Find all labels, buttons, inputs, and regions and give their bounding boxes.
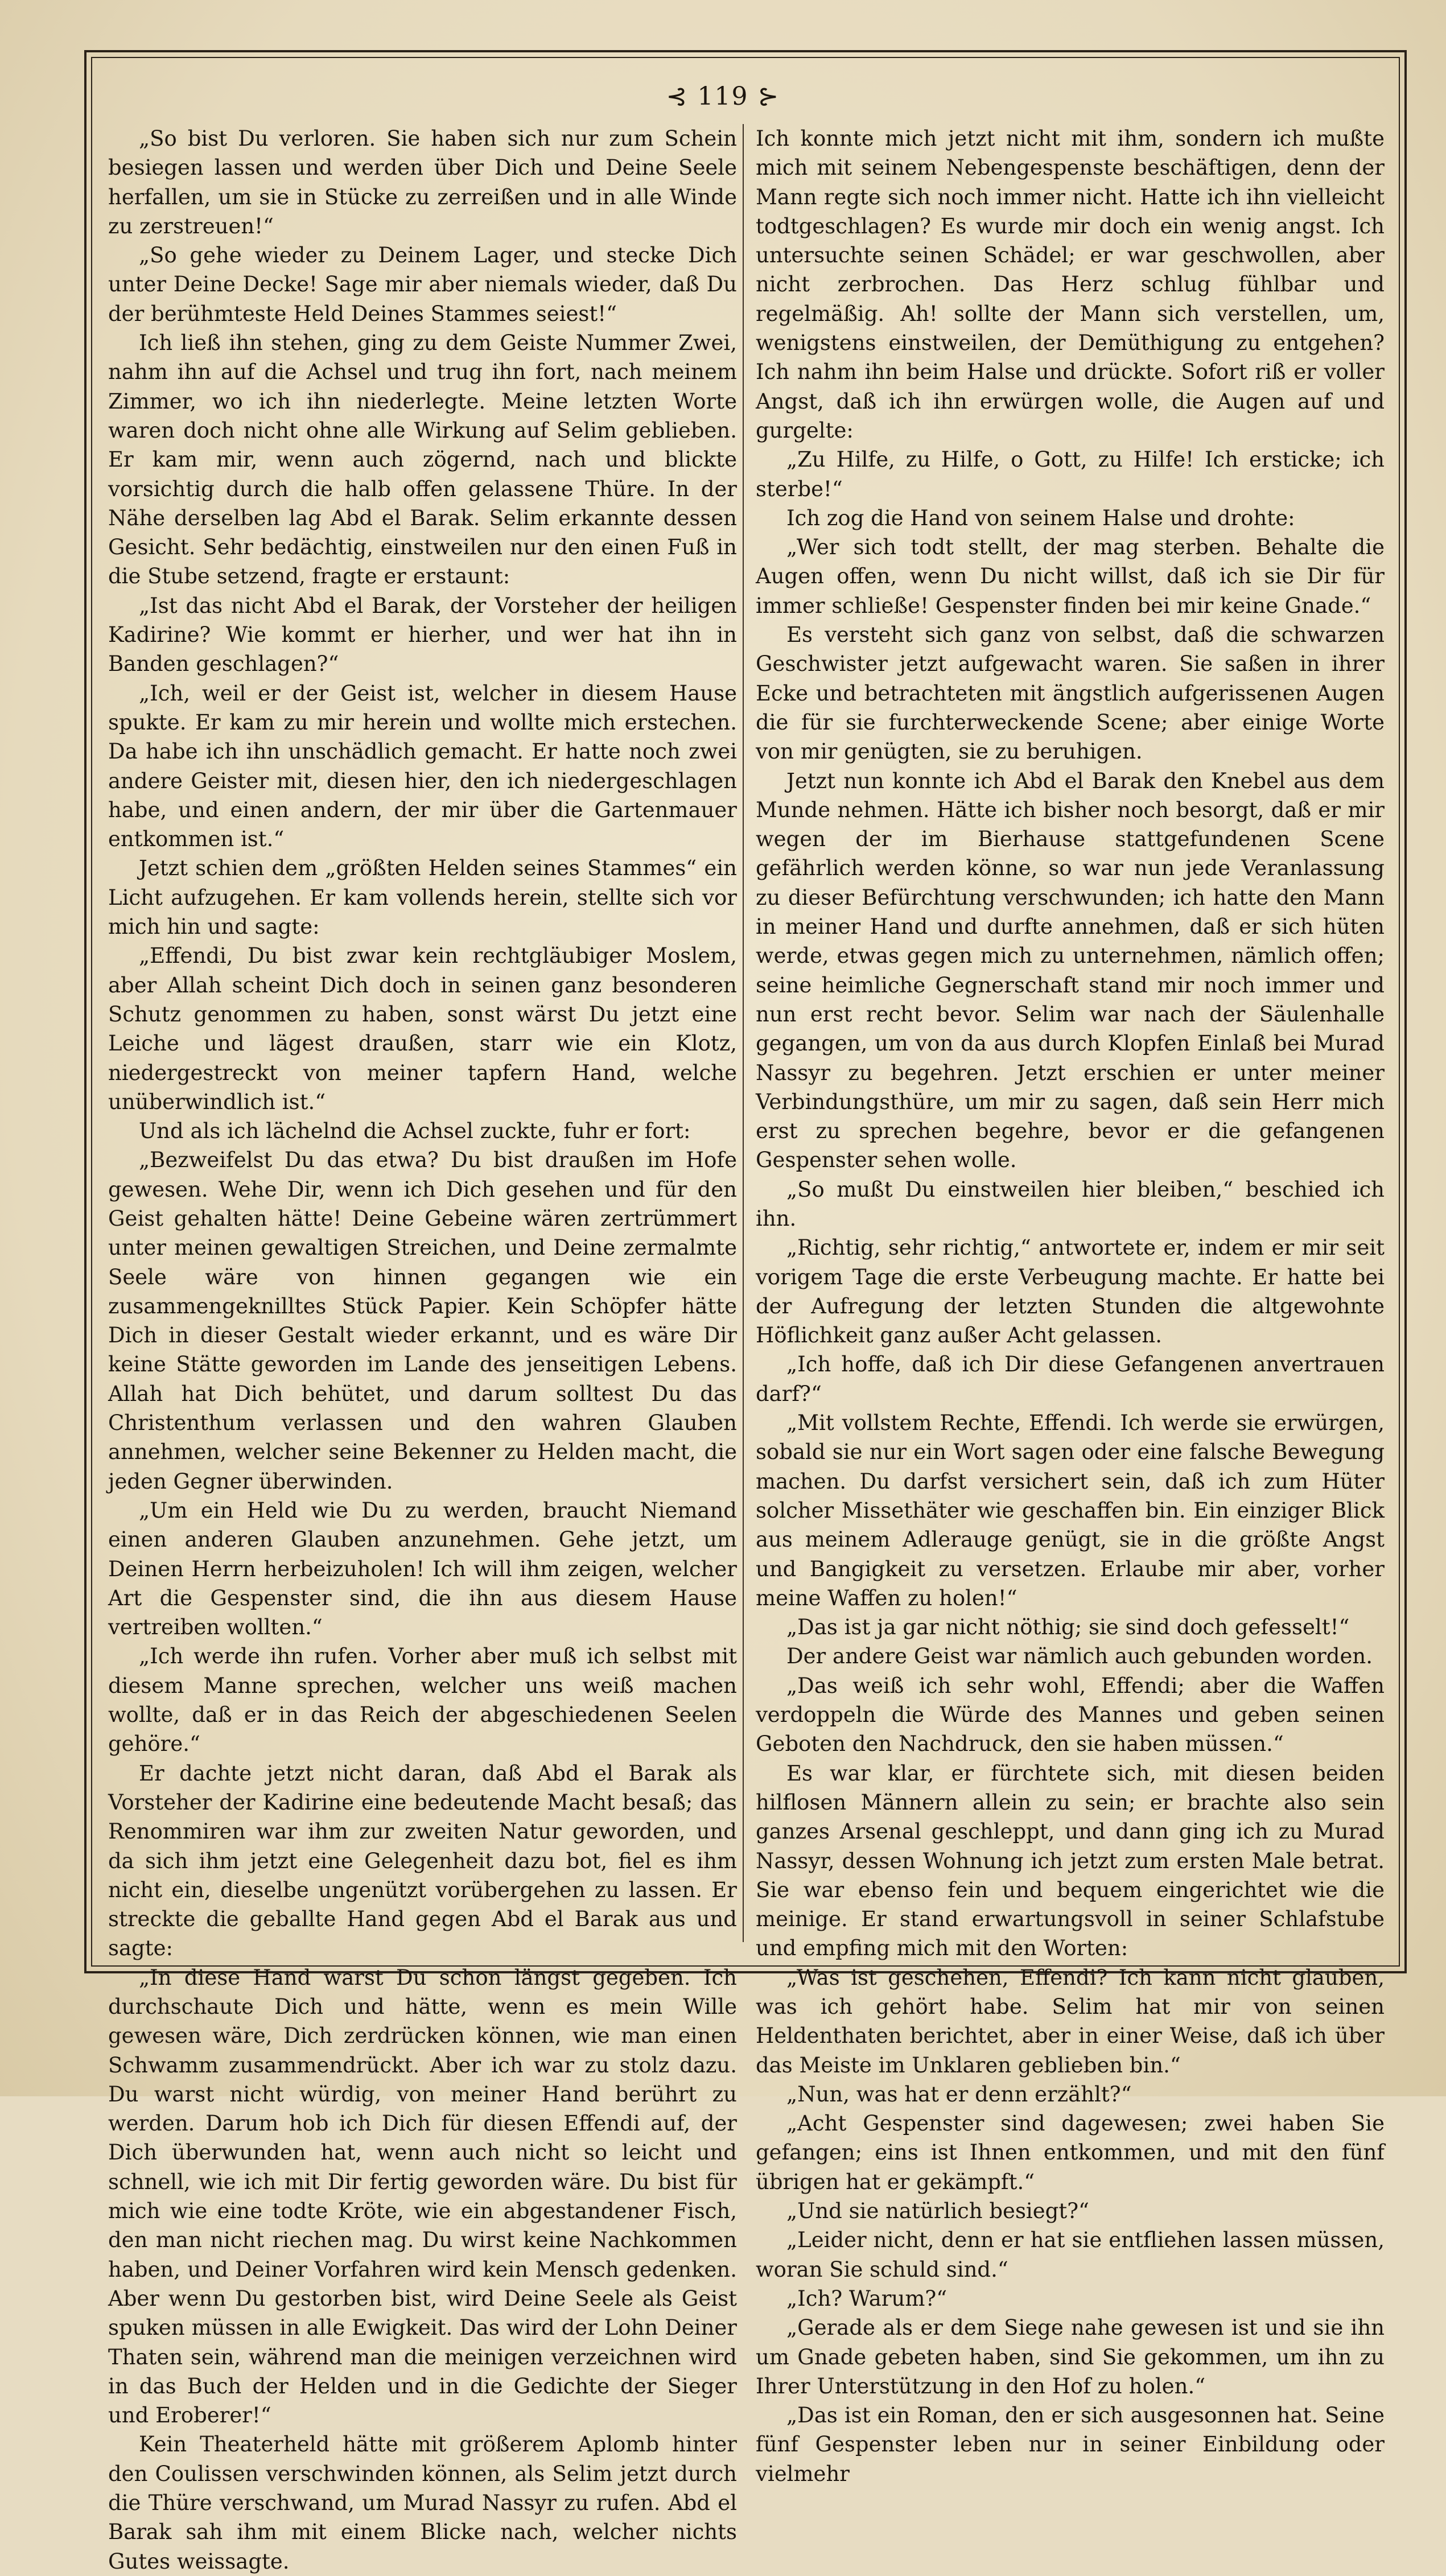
- paragraph: Jetzt schien dem „größten Helden seines Stammes“ ein Licht aufzugehen. Er kam vollends herein, stellte sich vor mich hin und sagte:: [108, 856, 737, 939]
- paragraph: „So bist Du verloren. Sie haben sich nur zum Schein besiegen lassen und werden über Dich und Deine Seele herfallen, um sie in Stücke zu zerreißen und in alle Winde zu zerstreuen!“: [108, 126, 737, 238]
- paragraph: „Acht Gespenster sind dagewesen; zwei haben Sie gefangen; eins ist Ihnen entkommen, und mit den fünf übrigen hat er gekämpft.“: [756, 2111, 1385, 2194]
- left-text-column: [108, 124, 737, 2574]
- paragraph: „Zu Hilfe, zu Hilfe, o Gott, zu Hilfe! Ich ersticke; ich sterbe!“: [756, 447, 1385, 501]
- paragraph: „Leider nicht, denn er hat sie entfliehen lassen müssen, woran Sie schuld sind.“: [756, 2228, 1385, 2282]
- paragraph: „Und sie natürlich besiegt?“: [786, 2199, 1089, 2224]
- paragraph: „Das ist ja gar nicht nöthig; sie sind doch gefesselt!“: [786, 1615, 1350, 1640]
- paragraph: Er dachte jetzt nicht daran, daß Abd el Barak als Vorsteher der Kadirine eine bedeutende Macht besaß; das Renommiren war ihm zur zweiten Natur geworden, und da sich ihm jetzt eine Gelegenheit dazu bot, fiel es ihm nicht ein, dieselbe ungenützt vorübergehen zu lassen. Er streckte die geballte Hand gegen Abd el Barak aus und sagte:: [108, 1761, 737, 1961]
- paragraph: Es war klar, er fürchtete sich, mit diesen beiden hilflosen Männern allein zu sein; er brachte also sein ganzes Arsenal geschleppt, und dann ging ich zu Murad Nassyr, dessen Wohnung ich jetzt zum ersten Male betrat. Sie war ebenso fein und bequem eingerichtet wie die meinige. Er stand erwartungsvoll in seiner Schlafstube und empfing mich mit den Worten:: [756, 1761, 1385, 1961]
- paragraph: Jetzt nun konnte ich Abd el Barak den Knebel aus dem Munde nehmen. Hätte ich bisher noch besorgt, daß er mir wegen der im Bierhause stattgefundenen Scene gefährlich werden könne, so war nun jede Veranlassung zu dieser Befürchtung verschwunden; ich hatte den Mann in meiner Hand und durfte annehmen, daß er sich hüten werde, etwas gegen mich zu unternehmen, nämlich offen; seine heimliche Gegnerschaft stand mir noch immer und nun erst recht bevor. Selim war nach der Säulenhalle gegangen, um von da aus durch Klopfen Einlaß bei Murad Nassyr zu begehren. Jetzt erschien er unter meiner Verbindungsthüre, um mir zu sagen, daß sein Herr mich erst zu sprechen begehre, bevor er die gefangenen Gespenster sehen wolle.: [756, 768, 1385, 1173]
- paragraph: „Ist das nicht Abd el Barak, der Vorsteher der heiligen Kadirine? Wie kommt er hierher, und wer hat ihn in Banden geschlagen?“: [108, 593, 737, 677]
- paragraph: „Was ist geschehen, Effendi? Ich kann nicht glauben, was ich gehört habe. Selim hat mir von seinen Heldenthaten berichtet, aber in einer Weise, daß ich über das Meiste im Unklaren geblieben bin.“: [756, 1965, 1385, 2078]
- paragraph: „Ich? Warum?“: [786, 2286, 947, 2311]
- paragraph: „Ich hoffe, daß ich Dir diese Gefangenen anvertrauen darf?“: [756, 1352, 1385, 1406]
- paragraph: Der andere Geist war nämlich auch gebunden worden.: [786, 1644, 1373, 1669]
- paragraph: Ich konnte mich jetzt nicht mit ihm, sondern ich mußte mich mit seinem Nebengespenste beschäftigen, denn der Mann regte sich noch immer nicht. Hatte ich ihn vielleicht todtgeschlagen? Es wurde mir doch ein wenig angst. Ich untersuchte seinen Schädel; er war geschwollen, aber nicht zerbrochen. Das Herz schlug fühlbar und regelmäßig. Ah! sollte der Mann sich verstellen, um, wenigstens einstweilen, der Demüthigung zu entgehen? Ich nahm ihn beim Halse und drückte. Sofort riß er voller Angst, daß ich ihn erwürgen wolle, die Augen auf und gurgelte:: [756, 126, 1385, 443]
- paragraph: „Ich, weil er der Geist ist, welcher in diesem Hause spukte. Er kam zu mir herein und wollte mich erstechen. Da habe ich ihn unschädlich gemacht. Er hatte noch zwei andere Geister mit, diesen hier, den ich niedergeschlagen habe, und einen andern, der mir über die Gartenmauer entkommen ist.“: [108, 681, 737, 852]
- paragraph: Kein Theaterheld hätte mit größerem Aplomb hinter den Coulissen verschwinden können, als Selim jetzt durch die Thüre verschwand, um Murad Nassyr zu rufen. Abd el Barak sah ihm mit einem Blicke nach, welcher nichts Gutes weissagte.: [108, 2432, 737, 2574]
- paragraph: Ich ließ ihn stehen, ging zu dem Geiste Nummer Zwei, nahm ihn auf die Achsel und trug ihn fort, nach meinem Zimmer, wo ich ihn niederlegte. Meine letzten Worte waren doch nicht ohne alle Wirkung auf Selim geblieben. Er kam mir, wenn auch zögernd, nach und blickte vorsichtig durch die halb offen gelassene Thüre. In der Nähe derselben lag Abd el Barak. Selim erkannte dessen Gesicht. Sehr bedächtig, einstweilen nur den einen Fuß in die Stube setzend, fragte er erstaunt:: [108, 331, 737, 589]
- paragraph: „Effendi, Du bist zwar kein rechtgläubiger Moslem, aber Allah scheint Dich doch in seinen ganz besonderen Schutz genommen zu haben, sonst wärst Du jetzt eine Leiche und lägest draußen, starr wie ein Klotz, niedergestreckt von meiner tapfern Hand, welche unüberwindlich ist.“: [108, 943, 737, 1114]
- right-text-column: [756, 124, 1385, 2486]
- paragraph: „Richtig, sehr richtig,“ antwortete er, indem er mir seit vorigem Tage die erste Verbeugung machte. Er hatte bei der Aufregung der letzten Stunden die altgewohnte Höflichkeit ganz außer Acht gelassen.: [756, 1235, 1385, 1348]
- paragraph: „So mußt Du einstweilen hier bleiben,“ beschied ich ihn.: [756, 1177, 1385, 1231]
- paragraph: „Mit vollstem Rechte, Effendi. Ich werde sie erwürgen, sobald sie nur ein Wort sagen oder eine falsche Bewegung machen. Du darfst versichert sein, daß ich zum Hüter solcher Missethäter wie geschaffen bin. Ein einziger Blick aus meinem Adlerauge genügt, sie in die größte Angst und Bangigkeit zu versetzen. Erlaube mir aber, vorher meine Waffen zu holen!“: [756, 1411, 1385, 1610]
- paragraph: „Bezweifelst Du das etwa? Du bist draußen im Hofe gewesen. Wehe Dir, wenn ich Dich gesehen und für den Geist gehalten hätte! Deine Gebeine wären zertrümmert unter meinen gewaltigen Streichen, und Deine zermalmte Seele wäre von hinnen gegangen wie ein zusammengeknilltes Stück Papier. Kein Schöpfer hätte Dich in dieser Gestalt wieder erkannt, und es wäre Dir keine Stätte geworden im Lande des jenseitigen Lebens. Allah hat Dich behütet, und darum solltest Du das Christenthum verlassen und den wahren Glauben annehmen, welcher seine Bekenner zu Helden macht, die jeden Gegner überwinden.: [108, 1148, 737, 1494]
- page-number: ⊰ 119 ⊱: [666, 82, 780, 111]
- paragraph: „In diese Hand warst Du schon längst gegeben. Ich durchschaute Dich und hätte, wenn es mein Wille gewesen wäre, Dich zerdrücken können, wie man einen Schwamm zusammendrückt. Aber ich war zu stolz dazu. Du warst nicht würdig, von meiner Hand berührt zu werden. Darum hob ich Dich für diesen Effendi auf, der Dich überwunden hat, wenn auch nicht so leicht und schnell, wie ich mit Dir fertig geworden wäre. Du bist für mich wie eine todte Kröte, wie ein abgestandener Fisch, den man nicht riechen mag. Du wirst keine Nachkommen haben, und Deiner Vorfahren wird kein Mensch gedenken. Aber wenn Du gestorben bist, wird Deine Seele als Geist spuken müssen in alle Ewigkeit. Das wird der Lohn Deiner Thaten sein, während man die meinigen verzeichnen wird in das Buch der Helden und in die Gedichte der Sieger und Eroberer!“: [108, 1965, 737, 2428]
- paragraph: „Das weiß ich sehr wohl, Effendi; aber die Waffen verdoppeln die Würde des Mannes und geben seinen Geboten den Nachdruck, den sie haben müssen.“: [756, 1673, 1385, 1757]
- column-divider: [743, 124, 744, 1942]
- paragraph: „Um ein Held wie Du zu werden, braucht Niemand einen anderen Glauben anzunehmen. Gehe jetzt, um Deinen Herrn herbeizuholen! Ich will ihm zeigen, welcher Art die Gespenster sind, die ihn aus diesem Hause vertreiben wollten.“: [108, 1498, 737, 1640]
- paragraph: Ich zog die Hand von seinem Halse und drohte:: [786, 505, 1295, 530]
- paragraph: „Das ist ein Roman, den er sich ausgesonnen hat. Seine fünf Gespenster leben nur in seiner Einbildung oder vielmehr: [756, 2403, 1385, 2486]
- paragraph: „Ich werde ihn rufen. Vorher aber muß ich selbst mit diesem Manne sprechen, welcher uns weiß machen wollte, daß er in das Reich der abgeschiedenen Seelen gehöre.“: [108, 1644, 737, 1757]
- paragraph: „So gehe wieder zu Deinem Lager, und stecke Dich unter Deine Decke! Sage mir aber niemals wieder, daß Du der berühmteste Held Deines Stammes seiest!“: [108, 243, 737, 326]
- paragraph: Und als ich lächelnd die Achsel zuckte, fuhr er fort:: [139, 1119, 691, 1144]
- paragraph: „Wer sich todt stellt, der mag sterben. Behalte die Augen offen, wenn Du nicht willst, daß ich sie Dir für immer schließe! Gespenster finden bei mir keine Gnade.“: [756, 535, 1385, 618]
- paragraph: „Nun, was hat er denn erzählt?“: [786, 2082, 1132, 2107]
- paragraph: „Gerade als er dem Siege nahe gewesen ist und sie ihn um Gnade gebeten haben, sind Sie gekommen, um ihn zu Ihrer Unterstützung in den Hof zu holen.“: [756, 2315, 1385, 2398]
- paragraph: Es versteht sich ganz von selbst, daß die schwarzen Geschwister jetzt aufgewacht waren. Sie saßen in ihrer Ecke und betrachteten mit ängstlich aufgerissenen Augen die für sie furchterweckende Scene; aber einige Worte von mir genügten, sie zu beruhigen.: [756, 623, 1385, 764]
